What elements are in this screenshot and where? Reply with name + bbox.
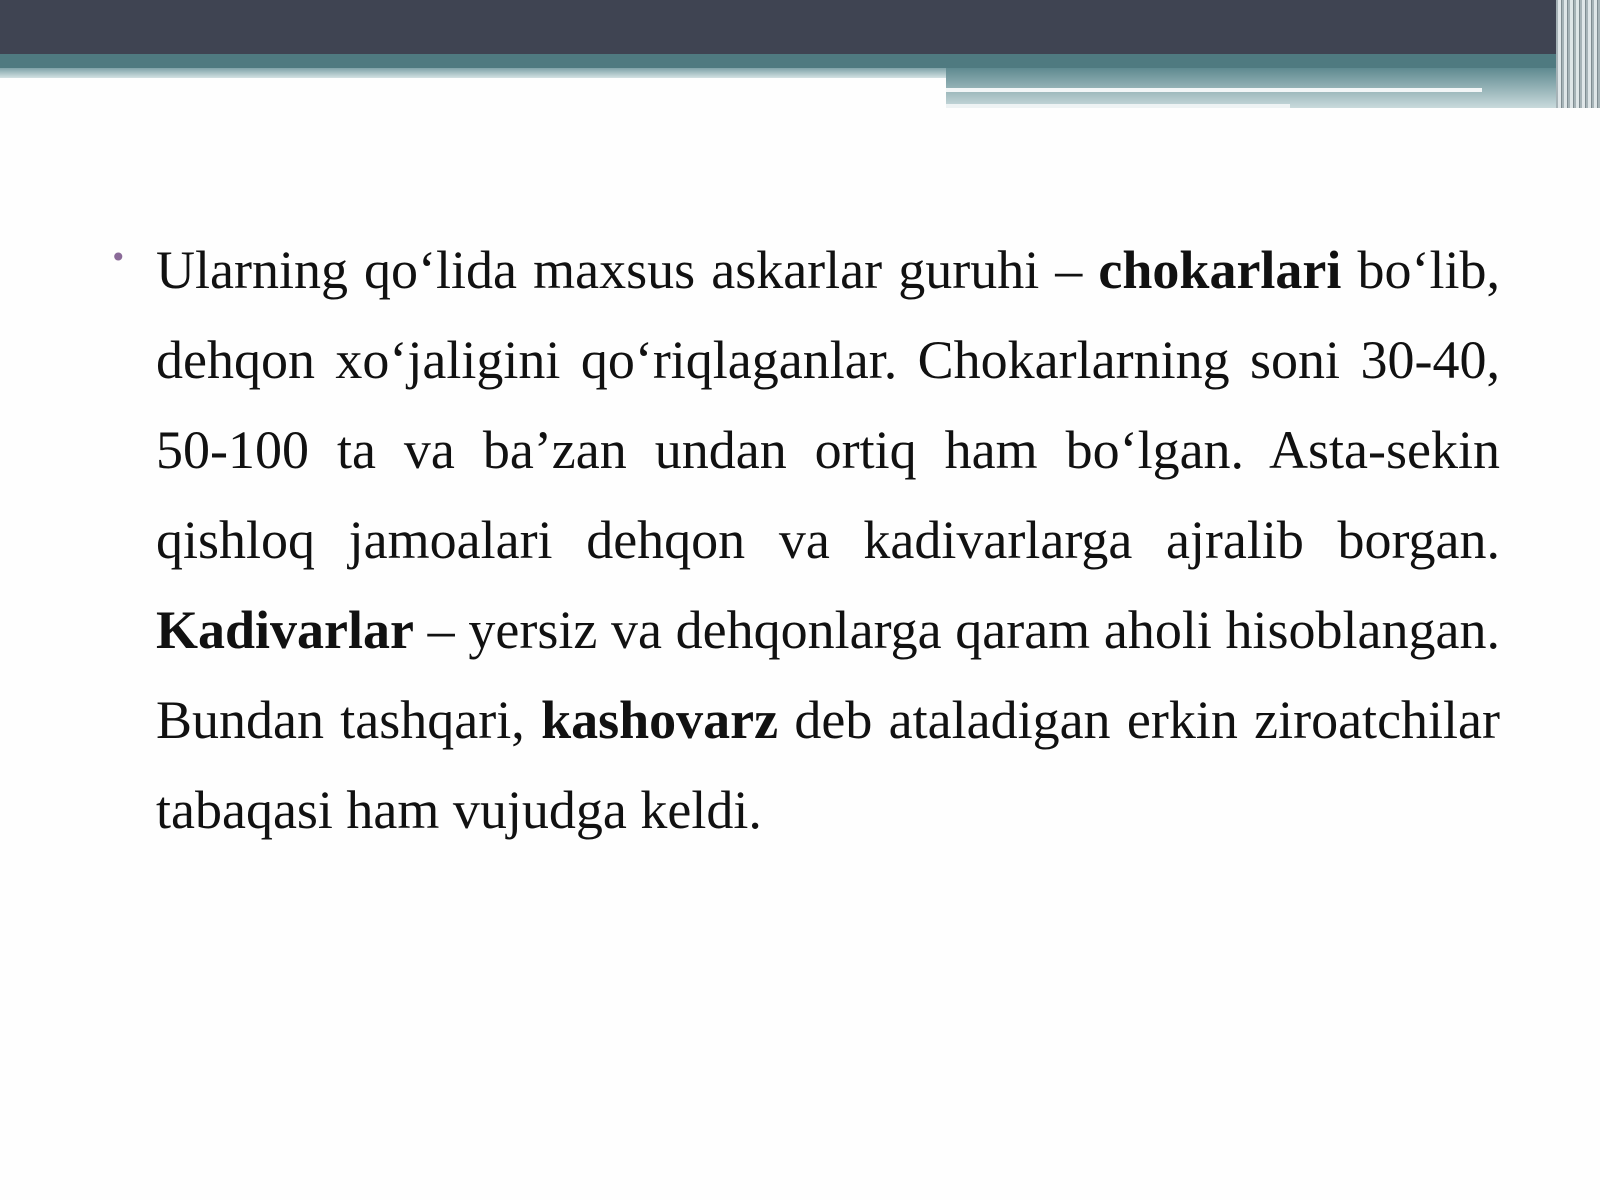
- term-kashovarz: kashovarz: [541, 690, 779, 750]
- paragraph-text-1: Ularning qo‘lida maxsus askarlar guruhi –: [156, 240, 1099, 300]
- paragraph-text-2: bo‘lib, dehqon xo‘jaligini qo‘riqlaganlar. Chokarlarning soni 30-40, 50-100 ta va ba’zan undan ortiq ham bo‘lgan. Asta-sekin qishloq jamoalari dehqon va kadivarlarga ajralib borgan.: [156, 240, 1500, 570]
- term-chokarlari: chokarlari: [1098, 240, 1342, 300]
- paragraph-text-3: – yersiz va dehqonlarga qaram aholi hisoblangan. Bundan tashqari,: [156, 600, 1500, 750]
- bullet-glyph: •: [110, 241, 127, 274]
- header-accent-line: [946, 88, 1482, 92]
- slide-content: [110, 225, 1500, 855]
- paragraph-text-4: deb ataladigan erkin ziroatchilar tabaqasi ham vujudga keldi.: [156, 690, 1500, 840]
- term-kadivarlar: Kadivarlar: [156, 600, 414, 660]
- header-band: [0, 0, 1600, 54]
- header-accent-band: [0, 54, 1560, 68]
- header-stripes: [1556, 0, 1600, 108]
- header-accent-line-lower: [946, 104, 1290, 108]
- bullet-icon: [110, 225, 156, 315]
- header-accent-fade: [0, 68, 946, 78]
- bullet-paragraph: [156, 225, 1500, 855]
